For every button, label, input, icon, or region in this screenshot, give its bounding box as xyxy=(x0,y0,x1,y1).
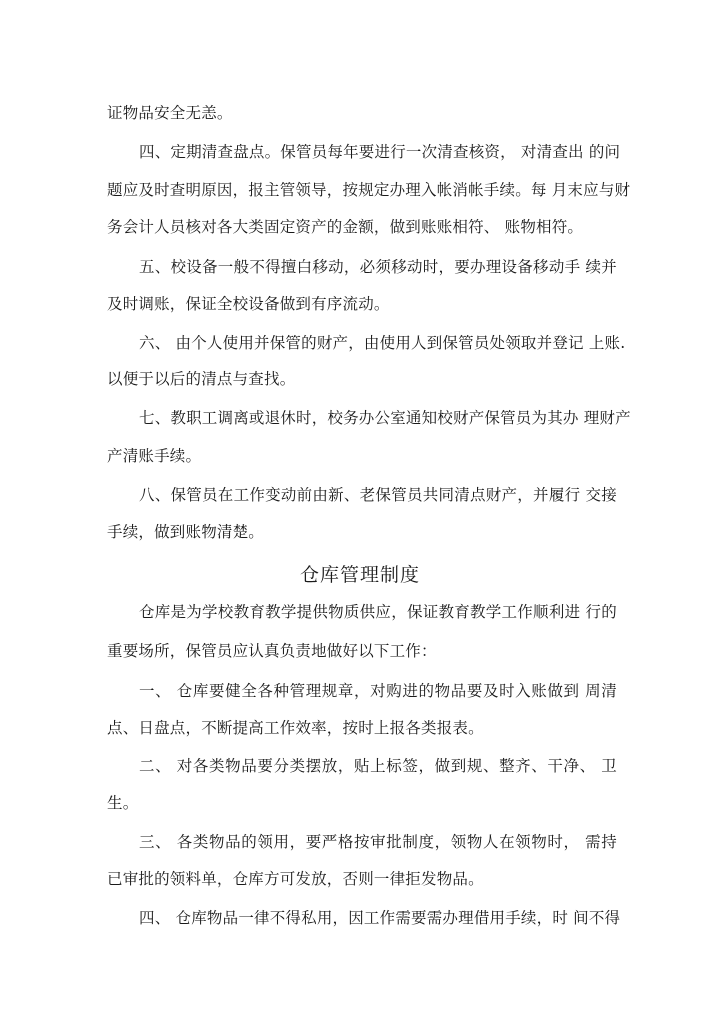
paragraph-5-line-2: 及时调账，保证全校设备做到有序流动。 xyxy=(107,295,390,313)
rule-3-line-1: 三、 各类物品的领用，要严格按审批制度，领物人在领物时， 需持 xyxy=(139,833,617,851)
paragraph-6-line-1: 六、 由个人使用并保管的财产，由使用人到保管员处领取并登记 上账. xyxy=(139,334,626,352)
rule-4-line-1: 四、 仓库物品一律不得私用，因工作需要需办理借用手续，时 间不得 xyxy=(139,909,621,927)
rule-1-line-1: 一、 仓库要健全各种管理规章，对购进的物品要及时入账做到 周清 xyxy=(139,682,617,700)
paragraph-continuation: 证物品安全无恙。 xyxy=(107,104,233,122)
paragraph-8-line-2: 手续，做到账物清楚。 xyxy=(107,523,265,541)
paragraph-6-line-2: 以便于以后的清点与查找。 xyxy=(107,370,296,388)
paragraph-7-line-1: 七、教职工调离或退休时，校务办公室通知校财产保管员为其办 理财产 xyxy=(139,409,631,427)
intro-line-1: 仓库是为学校教育教学提供物质供应，保证教育教学工作顺利进 行的 xyxy=(139,603,617,621)
rule-2-line-1: 二、 对各类物品要分类摆放，贴上标签，做到规、整齐、干净、 卫 xyxy=(139,757,617,775)
section-title: 仓库管理制度 xyxy=(299,564,420,586)
rule-3-line-2: 已审批的领料单，仓库方可发放，否则一律拒发物品。 xyxy=(107,870,484,888)
paragraph-7-line-2: 产清账手续。 xyxy=(107,447,202,465)
paragraph-4-line-2: 题应及时查明原因，报主管领导，按规定办理入帐消帐手续。每 月末应与财 xyxy=(107,181,631,199)
paragraph-8-line-1: 八、保管员在工作变动前由新、老保管员共同清点财产，并履行 交接 xyxy=(139,486,617,504)
paragraph-4-line-3: 务会计人员核对各大类固定资产的金额，做到账账相符、 账物相符。 xyxy=(107,218,584,236)
rule-2-line-2: 生。 xyxy=(107,794,139,812)
intro-line-2: 重要场所，保管员应认真负责地做好以下工作： xyxy=(107,642,437,660)
paragraph-5-line-1: 五、校设备一般不得擅白移动，必须移动时，要办理设备移动手 续并 xyxy=(139,258,617,276)
paragraph-4-line-1: 四、定期清查盘点。保管员每年要进行一次清查核资， 对清查出 的问 xyxy=(139,143,621,161)
rule-1-line-2: 点、日盘点，不断提高工作效率，按时上报各类报表。 xyxy=(107,719,484,737)
